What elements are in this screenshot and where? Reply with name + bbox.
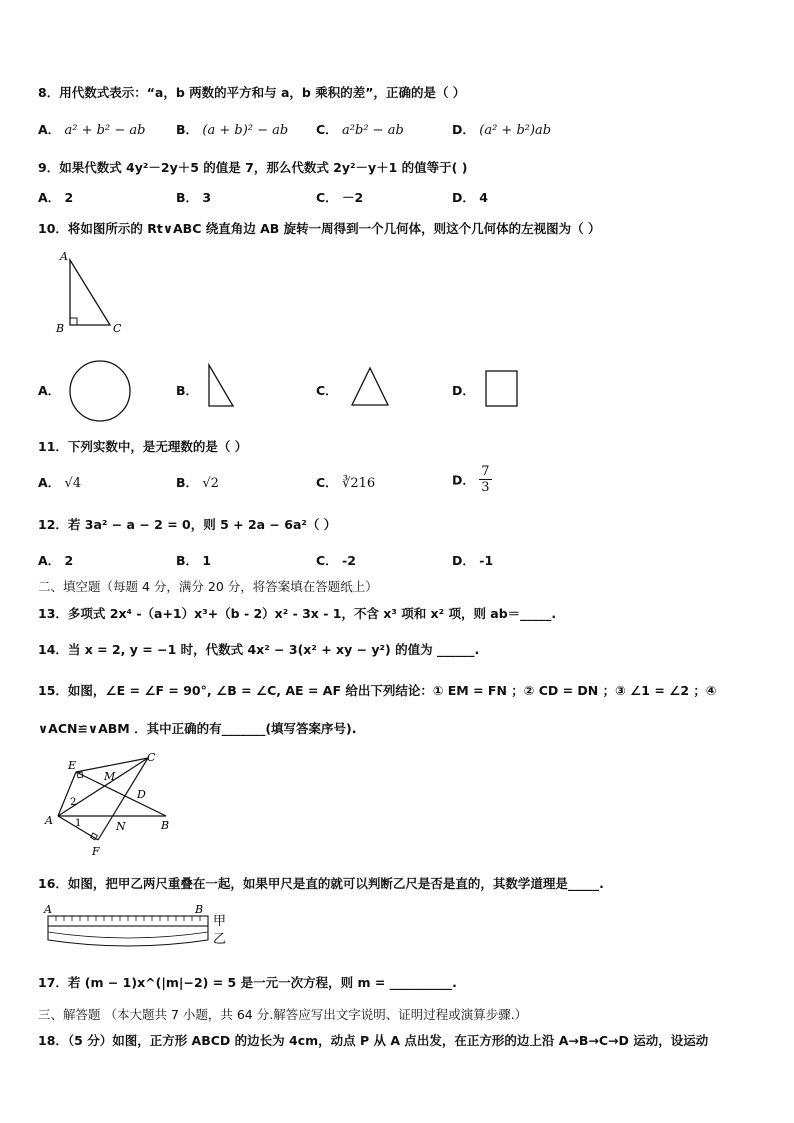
q15-label-angle-2: 2: [70, 797, 77, 808]
q15-stem-line2: ∨ACN≌∨ABM ．其中正确的有_______(填写答案序号).: [38, 721, 357, 736]
q10-label-b: B: [56, 322, 65, 335]
q15-label-angle-1: 1: [75, 818, 82, 829]
q16-stem: 16．如图，把甲乙两尺重叠在一起，如果甲尺是直的就可以判断乙尺是否是直的，其数学道理是_____.: [38, 876, 604, 891]
q10-label-c: C: [113, 322, 122, 335]
q10-label-a: A: [60, 250, 68, 263]
q10-option-b: B．: [176, 383, 199, 398]
q16-label-b: B: [195, 903, 204, 916]
q18-stem: 18．（5 分）如图，正方形 ABCD 的边长为 4cm，动点 P 从 A 点出发，在正方形的边上沿 A→B→C→D 运动，设运动: [38, 1033, 709, 1048]
q10-option-b-right-triangle-shape: [203, 362, 239, 410]
q16-label-a: A: [44, 903, 52, 916]
q15-label-n: N: [116, 820, 126, 833]
q11-option-d-fraction: $\frac{7}{3}$: [481, 464, 490, 495]
q12-option-a: A． 2: [38, 553, 74, 568]
q15-label-c: C: [147, 751, 156, 764]
q12-option-b: B． 1: [176, 553, 212, 568]
section-2-heading: 二、填空题（每题 4 分，满分 20 分，将答案填在答题纸上）: [38, 579, 378, 594]
q17-stem: 17．若 (m − 1)x^(|m|−2) = 5 是一元一次方程，则 m = __________.: [38, 975, 457, 990]
q15-label-d: D: [137, 788, 146, 801]
q10-option-d-rectangle-shape: [483, 368, 521, 410]
q16-label-yi: 乙: [213, 932, 227, 947]
q15-label-b: B: [161, 819, 170, 832]
q11-option-a: A． √4: [38, 475, 82, 491]
q10-option-a-circle-shape: [67, 358, 133, 424]
q15-label-m: M: [104, 770, 116, 783]
q9-option-a: A． 2: [38, 190, 74, 205]
q15-stem-line1: 15．如图，∠E = ∠F = 90°, ∠B = ∠C, AE = AF 给出下列结论：① EM = FN ；② CD = DN ；③ ∠1 = ∠2 ；④: [38, 683, 717, 698]
q16-label-jia: 甲: [213, 914, 227, 929]
q13-stem: 13．多项式 2x⁴ -（a+1）x³+（b - 2）x² - 3x - 1，不含 x³ 项和 x² 项，则 ab＝_____.: [38, 606, 557, 621]
q11-option-b: B． √2: [176, 475, 219, 491]
q14-stem: 14．当 x = 2, y = −1 时，代数式 4x² − 3(x² + xy − y²) 的值为 ______.: [38, 642, 480, 657]
q15-label-a: A: [45, 814, 53, 827]
q10-stem: 10．将如图所示的 Rt∨ABC 绕直角边 AB 旋转一周得到一个几何体，则这个几何体的左视图为（ ）: [38, 221, 601, 236]
q10-option-c-triangle-shape: [348, 364, 392, 408]
q15-figure: [38, 750, 178, 862]
section-3-heading: 三、解答题 （本大题共 7 小题，共 64 分.解答应写出文字说明、证明过程或演算步骤.）: [38, 1007, 528, 1022]
q11-option-c: C． ∛216: [316, 475, 376, 491]
q9-option-b: B． 3: [176, 190, 212, 205]
q15-label-e: E: [68, 759, 77, 772]
q12-option-d: D． -1: [452, 553, 494, 568]
q12-option-c: C． -2: [316, 553, 356, 568]
q10-option-c: C．: [316, 383, 338, 398]
q9-option-c: C． －2: [316, 190, 364, 205]
q11-stem: 11．下列实数中，是无理数的是（ ）: [38, 439, 248, 454]
q10-option-d: D．: [452, 383, 475, 398]
q10-option-a: A．: [38, 383, 61, 398]
q15-label-f: F: [92, 845, 100, 858]
q9-option-d: D． 4: [452, 190, 488, 205]
q16-rulers-figure: [38, 900, 238, 952]
q10-triangle-figure: [50, 248, 140, 338]
q8-option-a: A． a² + b² − ab: [38, 122, 146, 138]
q11-option-d: D． $\frac{7}{3}$: [452, 464, 490, 495]
q12-stem: 12．若 3a² − a − 2 = 0，则 5 + 2a − 6a²（ ）: [38, 517, 337, 532]
q8-option-c: C． a²b² − ab: [316, 122, 404, 138]
q8-option-b: B． (a + b)² − ab: [176, 122, 289, 138]
q8-stem: 8．用代数式表示：“a，b 两数的平方和与 a，b 乘积的差”，正确的是（ ）: [38, 85, 466, 100]
q9-stem: 9．如果代数式 4y²－2y＋5 的值是 7，那么代数式 2y²－y＋1 的值等于( ): [38, 160, 468, 175]
q8-option-d: D． (a² + b²)ab: [452, 122, 552, 138]
